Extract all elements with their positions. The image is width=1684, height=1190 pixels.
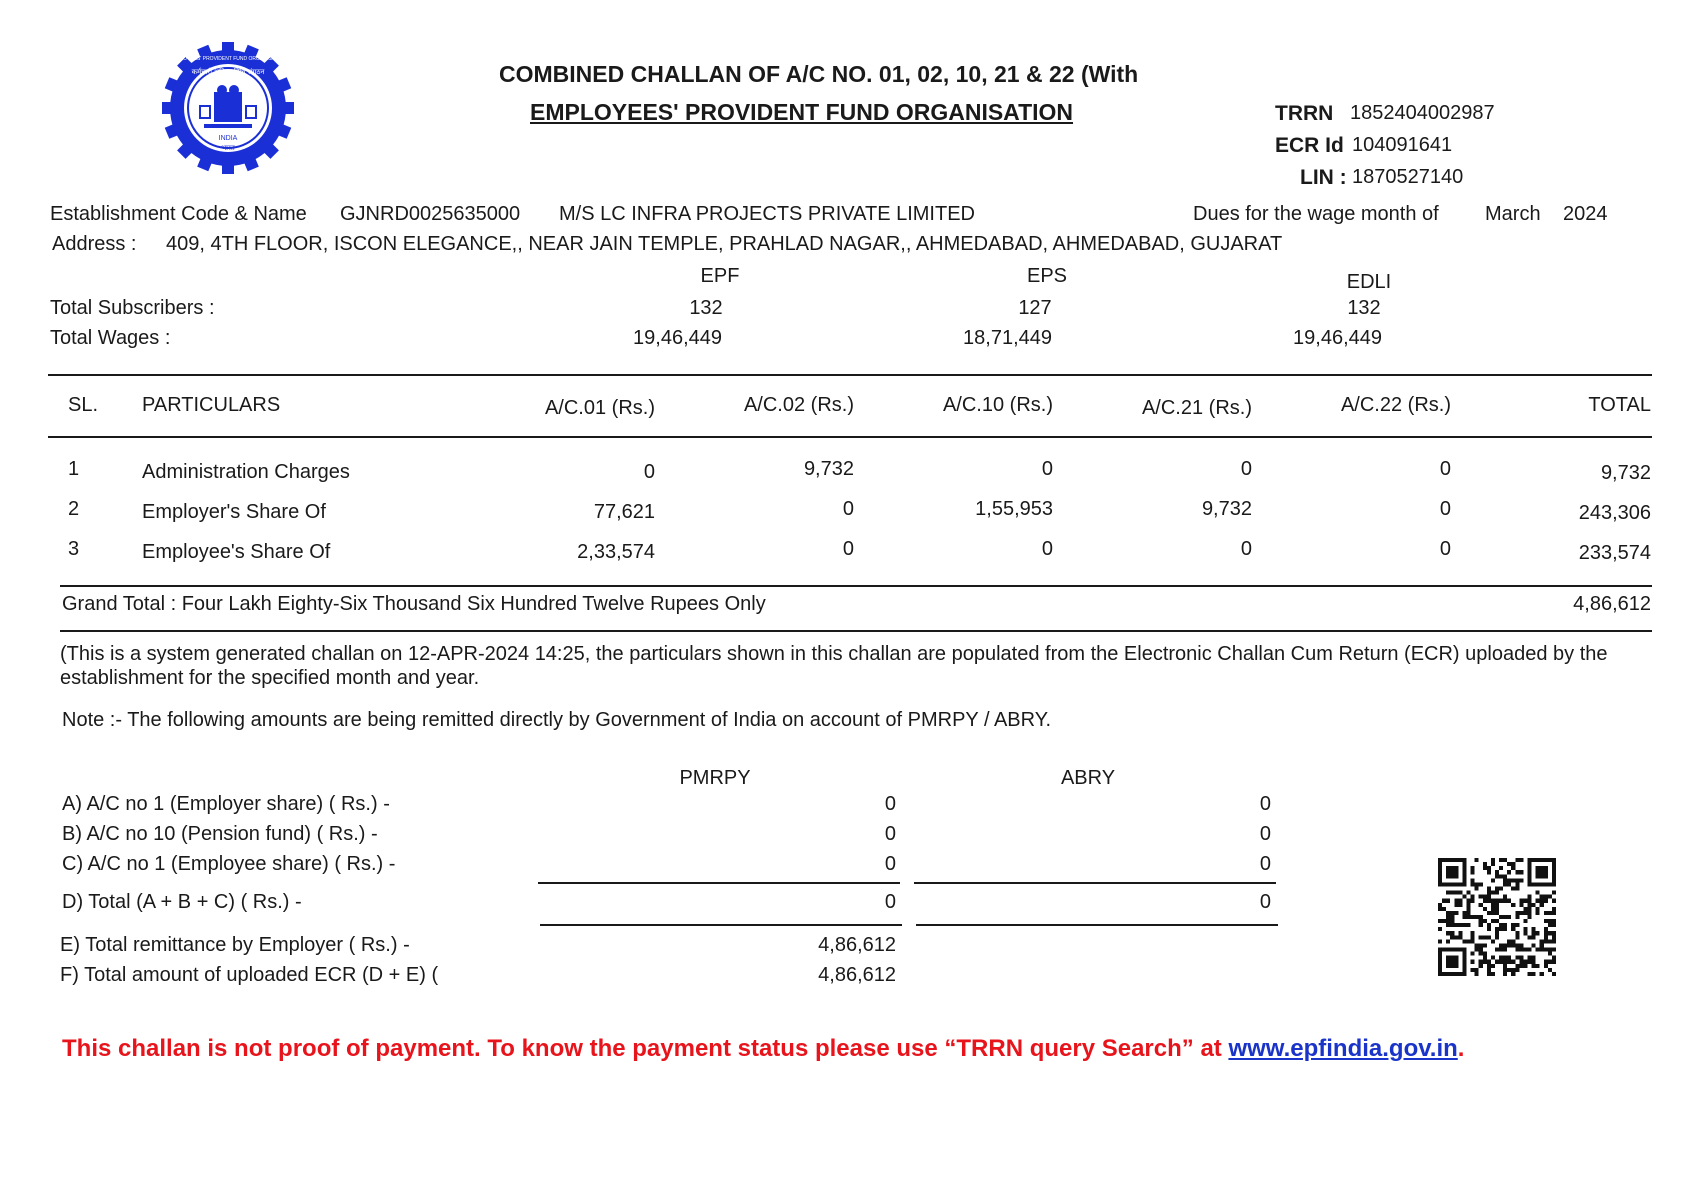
table-header-rule <box>48 436 1652 438</box>
organisation-title: EMPLOYEES' PROVIDENT FUND ORGANISATION <box>530 99 1074 125</box>
remit-pmrpy: 0 <box>884 853 896 875</box>
abry-total-rule <box>916 924 1278 926</box>
trrn-label: TRRN <box>1275 102 1334 125</box>
establishment-code: GJNRD0025635000 <box>340 203 521 225</box>
row-sl: 3 <box>68 538 80 560</box>
dues-label: Dues for the wage month of <box>1193 203 1439 225</box>
subscribers-label: Total Subscribers : <box>50 297 215 319</box>
establishment-label: Establishment Code & Name <box>50 203 307 225</box>
remit-label: D) Total (A + B + C) ( Rs.) - <box>62 891 302 913</box>
remit-abry: 0 <box>1259 891 1271 913</box>
remit-abry: 0 <box>1259 853 1271 875</box>
row-total: 243,306 <box>1578 502 1651 524</box>
edli-wages: 19,46,449 <box>1293 327 1382 349</box>
epf-subscribers: 132 <box>689 297 723 319</box>
row-ac10: 1,55,953 <box>975 498 1053 520</box>
logo-ring-text: EMPLOYEES' PROVIDENT FUND ORGANISATION <box>169 56 287 62</box>
table-top-rule <box>48 374 1652 376</box>
trrn-value: 1852404002987 <box>1350 102 1495 124</box>
qr-code-icon <box>1438 858 1556 976</box>
wage-year: 2024 <box>1563 203 1608 225</box>
row-ac22: 0 <box>1439 498 1451 520</box>
header-ac21: A/C.21 (Rs.) <box>1141 397 1252 419</box>
eps-label: EPS <box>1026 265 1068 287</box>
payment-warning-text: This challan is not proof of payment. To know the payment status please use “TRRN query Search” at <box>62 1035 1229 1062</box>
row-ac01: 2,33,574 <box>577 541 655 563</box>
row-particulars: Administration Charges <box>142 461 350 483</box>
pmrpy-label: PMRPY <box>679 767 751 789</box>
grand-total-label: Grand Total : Four Lakh Eighty-Six Thousand Six Hundred Twelve Rupees Only <box>62 593 766 615</box>
abry-subtotal-rule <box>914 882 1276 884</box>
eps-subscribers: 127 <box>1018 297 1052 319</box>
payment-warning-end: . <box>1457 1035 1465 1062</box>
grand-total-bottom-rule <box>60 630 1652 632</box>
remit-abry: 0 <box>1259 823 1271 845</box>
payment-warning <box>62 1035 1464 1063</box>
row-ac10: 0 <box>1041 458 1053 480</box>
employer-remittance-label: E) Total remittance by Employer ( Rs.) - <box>60 934 410 956</box>
establishment-name: M/S LC INFRA PROJECTS PRIVATE LIMITED <box>559 203 975 225</box>
remit-label: A) A/C no 1 (Employer share) ( Rs.) - <box>62 793 390 815</box>
remit-pmrpy: 0 <box>884 823 896 845</box>
pmrpy-total-rule <box>540 924 902 926</box>
row-ac02: 9,732 <box>803 458 854 480</box>
wages-label: Total Wages : <box>50 327 171 349</box>
abry-label: ABRY <box>1060 767 1116 789</box>
epfo-seal-icon <box>160 40 296 176</box>
header-sl: SL. <box>68 394 99 416</box>
ecr-label: ECR Id <box>1275 134 1344 157</box>
header-particulars: PARTICULARS <box>142 394 281 416</box>
row-total: 233,574 <box>1578 542 1651 564</box>
row-ac21: 0 <box>1240 458 1252 480</box>
edli-subscribers: 132 <box>1347 297 1381 319</box>
address-value: 409, 4TH FLOOR, ISCON ELEGANCE,, NEAR JAIN TEMPLE, PRAHLAD NAGAR,, AHMEDABAD, AHMEDABAD, GUJARAT <box>166 233 1283 255</box>
eps-wages: 18,71,449 <box>963 327 1052 349</box>
row-particulars: Employer's Share Of <box>142 501 326 523</box>
row-ac21: 0 <box>1240 538 1252 560</box>
epf-label: EPF <box>700 265 740 287</box>
logo-top-text: कर्मचारी भविष्य निधि संगठन <box>191 68 265 76</box>
edli-label: EDLI <box>1346 271 1392 293</box>
epfindia-link[interactable]: www.epfindia.gov.in <box>1228 1035 1458 1062</box>
address-label: Address : <box>52 233 137 255</box>
wage-month: March <box>1485 203 1541 225</box>
remit-label: B) A/C no 10 (Pension fund) ( Rs.) - <box>62 823 378 845</box>
grand-total-top-rule <box>60 585 1652 587</box>
remit-abry: 0 <box>1259 793 1271 815</box>
system-note-line2: establishment for the specified month and year. <box>60 667 480 689</box>
header-total: TOTAL <box>1588 394 1651 416</box>
pmrpy-subtotal-rule <box>538 882 900 884</box>
logo-bottom-hindi: भारत <box>221 144 235 152</box>
ecr-value: 104091641 <box>1352 134 1453 156</box>
remit-pmrpy: 0 <box>884 891 896 913</box>
lin-value: 1870527140 <box>1352 166 1464 188</box>
ecr-total-value: 4,86,612 <box>818 964 896 986</box>
row-ac01: 77,621 <box>593 501 655 523</box>
row-ac22: 0 <box>1439 538 1451 560</box>
header-ac01: A/C.01 (Rs.) <box>544 397 655 419</box>
header-ac02: A/C.02 (Rs.) <box>743 394 854 416</box>
logo-bottom-text: INDIA <box>218 135 238 142</box>
pmrpy-abry-note: Note :- The following amounts are being remitted directly by Government of India on account of PMRPY / ABRY. <box>62 709 1052 731</box>
row-ac01: 0 <box>643 461 655 483</box>
challan-title: COMBINED CHALLAN OF A/C NO. 01, 02, 10, 21 & 22 (With <box>499 61 1139 87</box>
row-ac02: 0 <box>842 498 854 520</box>
epf-wages: 19,46,449 <box>633 327 722 349</box>
employer-remittance-value: 4,86,612 <box>818 934 896 956</box>
row-ac10: 0 <box>1041 538 1053 560</box>
system-note-line1: (This is a system generated challan on 12-APR-2024 14:25, the particulars shown in this challan are populated from the Electronic Challan Cum Return (ECR) uploaded by the <box>60 643 1608 665</box>
header-ac10: A/C.10 (Rs.) <box>942 394 1053 416</box>
lin-label: LIN : <box>1300 166 1347 189</box>
remit-pmrpy: 0 <box>884 793 896 815</box>
header-ac22: A/C.22 (Rs.) <box>1340 394 1451 416</box>
row-sl: 1 <box>68 458 80 480</box>
ecr-total-label: F) Total amount of uploaded ECR (D + E) ( <box>60 964 439 986</box>
row-ac22: 0 <box>1439 458 1451 480</box>
row-sl: 2 <box>68 498 80 520</box>
remit-label: C) A/C no 1 (Employee share) ( Rs.) - <box>62 853 396 875</box>
row-total: 9,732 <box>1600 462 1651 484</box>
grand-total-value: 4,86,612 <box>1573 593 1651 615</box>
row-particulars: Employee's Share Of <box>142 541 331 563</box>
row-ac21: 9,732 <box>1201 498 1252 520</box>
row-ac02: 0 <box>842 538 854 560</box>
